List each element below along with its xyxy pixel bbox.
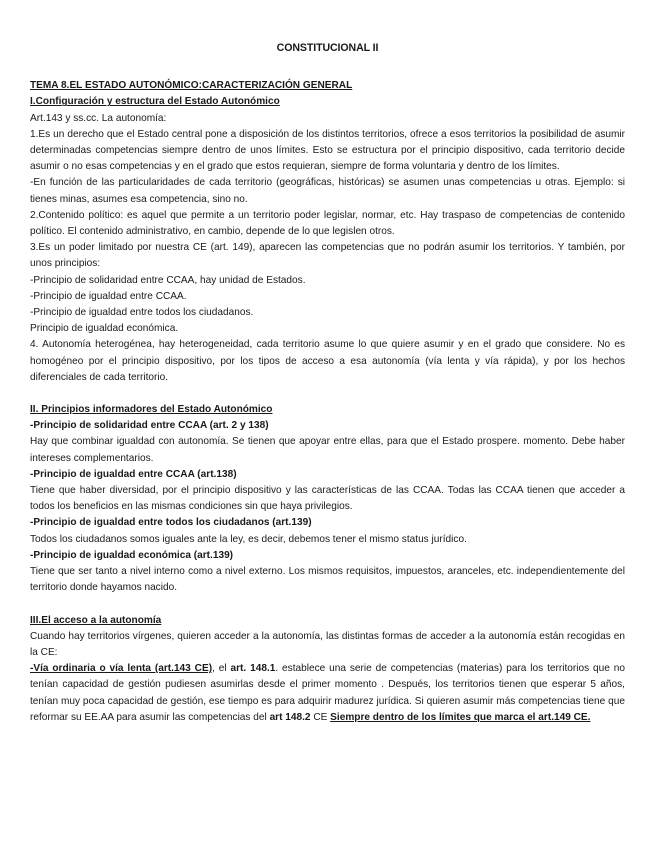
document-title: CONSTITUCIONAL II [276,42,379,54]
principle-heading: -Principio de solidaridad entre CCAA (art. 2 y 138) [30,420,269,432]
section-3-title: III.El acceso a la autonomía [30,614,162,626]
paragraph: 3.Es un poder limitado por nuestra CE (art. 149), aparecen las competencias que no podrán asumir los territorios. Y también, por unos principios: [30,242,625,270]
section-1-title: I.Configuración y estructura del Estado Autonómico [30,96,280,108]
paragraph: -En función de las particularidades de cada territorio (geográficas, históricas) se asumen unas competencias u otras. Ejemplo: si tienes minas, asumes esa competencia, sino no. [30,177,625,205]
paragraph: Cuando hay territorios vírgenes, quieren acceder a la autonomía, las distintas formas de acceder a la autonomía están recogidas en la CE: [30,630,625,658]
principle-text: Hay que combinar igualdad con autonomía. Se tienen que apoyar entre ellas, para que el Estado prospere. momento. Debe haber intereses complementarios. [30,436,625,464]
principle-heading: -Principio de igualdad económica (art.139) [30,549,234,561]
spacer [30,386,625,402]
limits-note: Siempre dentro de los límites que marca el art.149 CE. [330,711,591,723]
principle-text: Todos los ciudadanos somos iguales ante la ley, es decir, debemos tener el mismo status jurídico. [30,533,467,545]
paragraph: Principio de igualdad económica. [30,323,179,335]
paragraph: 4. Autonomía heterogénea, hay heterogeneidad, cada territorio asume lo que quiere asumir y en el grado que considere. No es homogéneo por el principio dispositivo, por los tipos de acceso a esa autonomía (vía lenta y vía rápida), y por los hechos diferenciales de cada territorio. [30,339,625,383]
via-ordinaria-paragraph [30,661,625,726]
principle-heading: -Principio de igualdad entre todos los ciudadanos (art.139) [30,517,312,529]
paragraph: Art.143 y ss.cc. La autonomía: [30,112,167,124]
spacer [30,597,625,613]
principle-text: Tiene que ser tanto a nivel interno como a nivel externo. Los mismos requisitos, impuestos, aranceles, etc. independientemente del territorio donde hayamos nacido. [30,566,625,594]
article-reference: art. 148.1 [230,663,276,675]
paragraph: 2.Contenido político: es aquel que permite a un territorio poder legislar, normar, etc. Hay traspaso de competencias de contenido político. El contenido administrativo, en cambio, depende de lo que legislen otros. [30,209,625,238]
principle-heading: -Principio de igualdad entre CCAA (art.138) [30,468,237,480]
text-span: . establece una serie de competencias (materias) para los territorios que no tenían capacidad de gestión pudiesen asumirlas desde el primer momento . Después, los territorios tienen que esperar 5 años, tenían muy poca capacidad de gestión, ese tiempo es para adquirir madurez jurídica. Si quieren asumir más competencias tiene que reformar su EE.AA para asumir las competencias del [30,663,625,723]
paragraph: -Principio de solidaridad entre CCAA, hay unidad de Estados. [30,274,306,286]
paragraph: -Principio de igualdad entre CCAA. [30,290,187,302]
tema-title: TEMA 8.EL ESTADO AUTONÓMICO:CARACTERIZACIÓN GENERAL [30,80,353,92]
via-ordinaria-label: -Vía ordinaria o vía lenta (art.143 CE) [30,663,213,675]
text-span: CE [310,711,331,723]
principle-text: Tiene que haber diversidad, por el principio dispositivo y las características de las CCAA. Todas las CCAA tienen que acceder a todos los beneficios en las mismas condiciones sin que haya privilegios. [30,485,625,513]
article-reference: art 148.2 [269,711,311,723]
text-span: , el [212,663,231,675]
section-2-title: II. Principios informadores del Estado Autonómico [30,404,273,416]
paragraph: -Principio de igualdad entre todos los ciudadanos. [30,307,254,319]
paragraph: 1.Es un derecho que el Estado central pone a disposición de los distintos territorios, ofrece a esos territorios la posibilidad de asumir determinadas competencias siempre dentro de unos límites. Esto se estructura por el principio dispositivo, cada territorio decide asumir o no esas competencias y en el grado que estos requieran, siempre de forma voluntaria y dentro de los límites. [30,128,625,173]
